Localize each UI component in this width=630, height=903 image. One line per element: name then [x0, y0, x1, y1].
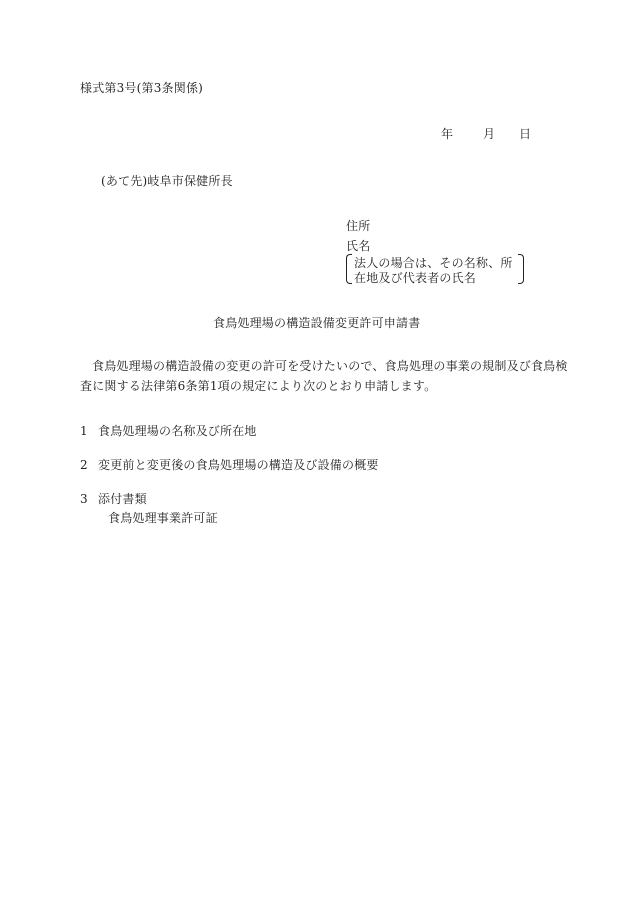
document-title: 食鳥処理場の構造設備変更許可申請書 — [213, 316, 421, 330]
item-text: 変更前と変更後の食鳥処理場の構造及び設備の概要 — [98, 458, 379, 472]
item-number: 2 — [80, 458, 88, 472]
list-item — [80, 456, 379, 473]
addressee: (あて先)岐阜市保健所長 — [101, 174, 233, 188]
item-text: 添付書類 — [98, 492, 147, 506]
corporate-note — [346, 254, 524, 284]
name-label: 氏名 — [346, 239, 371, 253]
list-item — [80, 422, 257, 439]
bracket-right — [518, 254, 524, 284]
item-number: 1 — [80, 424, 88, 438]
date-line — [441, 125, 531, 142]
date-day-label: 日 — [519, 127, 532, 141]
date-month-label: 月 — [483, 127, 496, 141]
item-number: 3 — [80, 492, 88, 506]
bracket-left — [346, 254, 352, 284]
form-number: 様式第3号(第3条関係) — [80, 81, 204, 95]
body-paragraph — [80, 356, 568, 396]
attachment-item: 食鳥処理事業許可証 — [108, 511, 218, 525]
corporate-note-line-1: 法人の場合は、その名称、所 — [354, 256, 513, 270]
corporate-note-line-2: 在地及び代表者の氏名 — [354, 271, 477, 285]
date-year-label: 年 — [441, 127, 454, 141]
body-line-2: 査に関する法律第6条第1項の規定により次のとおり申請します。 — [80, 379, 437, 393]
item-text: 食鳥処理場の名称及び所在地 — [98, 424, 257, 438]
address-label: 住所 — [346, 219, 371, 233]
list-item — [80, 490, 147, 507]
body-line-1: 食鳥処理場の構造設備の変更の許可を受けたいので、食鳥処理の事業の規制及び食鳥検 — [92, 359, 568, 373]
